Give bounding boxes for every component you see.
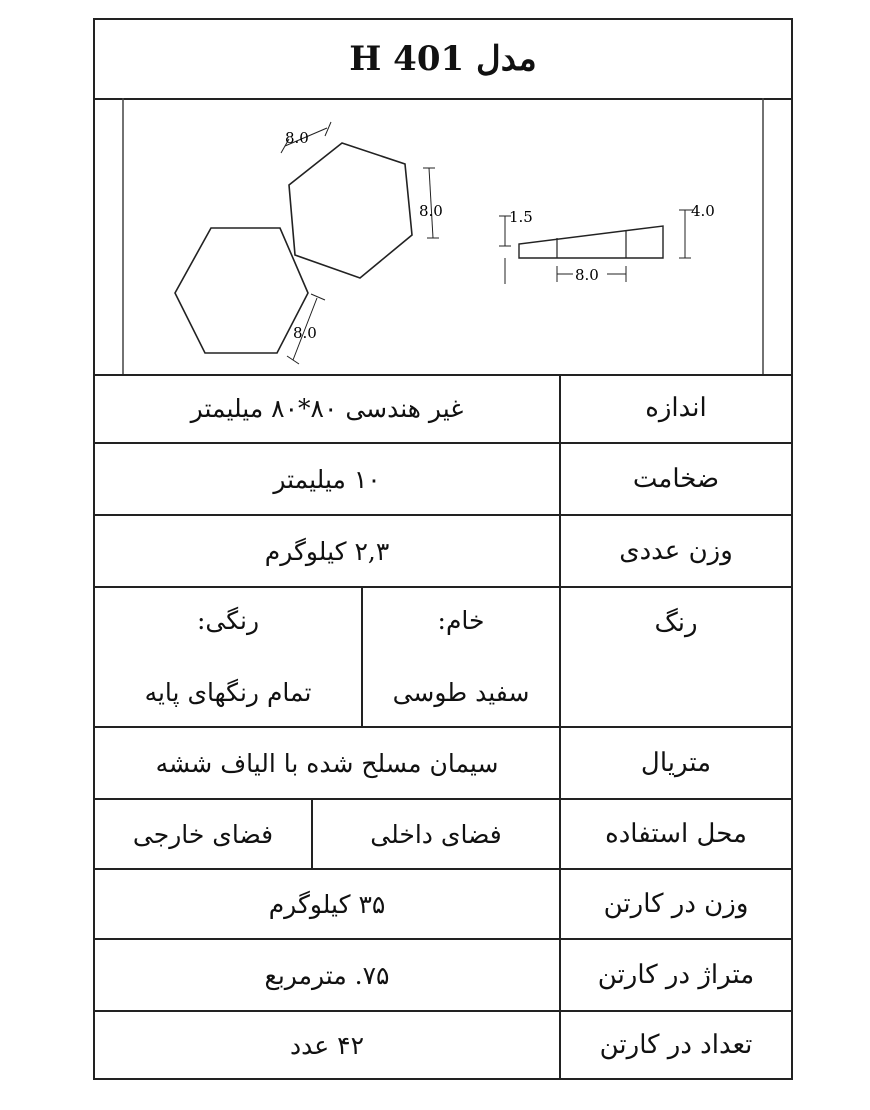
spec-sheet	[93, 18, 793, 1080]
model-title: مدل H 401	[349, 39, 537, 79]
label-color: رنگ	[559, 588, 791, 726]
row-usage	[95, 800, 791, 870]
value-carton-area: ۷۵. مترمربع	[264, 960, 390, 990]
row-thickness	[95, 444, 791, 516]
usage-indoor: فضای داخلی	[370, 819, 502, 849]
label-carton-area: متراژ در کارتن	[559, 940, 791, 1010]
dim-length-label: 8.0	[575, 266, 599, 284]
drawing-svg	[95, 98, 791, 374]
upper-hexagon	[289, 143, 412, 278]
color-raw-label: خام:	[437, 606, 485, 635]
title-row	[95, 20, 791, 100]
value-thickness: ۱۰ میلیمتر	[273, 464, 381, 494]
row-carton-count	[95, 1012, 791, 1078]
value-carton-weight: ۳۵ کیلوگرم	[268, 889, 386, 919]
color-colored-label: رنگی:	[196, 606, 260, 635]
label-unit-weight: وزن عددی	[559, 516, 791, 586]
label-size: اندازه	[559, 374, 791, 442]
lower-hexagon	[175, 228, 308, 353]
row-unit-weight	[95, 516, 791, 588]
label-carton-count: تعداد در کارتن	[559, 1012, 791, 1078]
dim-right-label: 8.0	[419, 202, 443, 220]
row-carton-weight	[95, 870, 791, 940]
row-size	[95, 374, 791, 444]
color-colored-cell	[95, 588, 363, 726]
technical-drawing	[95, 98, 791, 376]
dim-thin-label: 1.5	[509, 208, 533, 226]
row-color	[95, 588, 791, 728]
tile-profile	[519, 226, 663, 258]
row-material	[95, 728, 791, 800]
usage-outdoor: فضای خارجی	[95, 800, 313, 868]
label-material: متریال	[559, 728, 791, 798]
color-raw-value: سفید طوسی	[392, 678, 530, 707]
dim-top-label: 8.0	[285, 129, 309, 147]
row-carton-area	[95, 940, 791, 1012]
color-colored-value: تمام رنگهای پایه	[144, 678, 312, 707]
color-raw-cell	[363, 588, 559, 726]
dim-thick-label: 4.0	[691, 202, 715, 220]
label-usage: محل استفاده	[559, 800, 791, 868]
value-material: سیمان مسلح شده با الیاف ششه	[155, 748, 499, 778]
value-unit-weight: ۲,۳ کیلوگرم	[264, 536, 390, 566]
dim-lower-label: 8.0	[293, 324, 317, 342]
value-carton-count: ۴۲ عدد	[290, 1030, 364, 1060]
label-carton-weight: وزن در کارتن	[559, 870, 791, 938]
value-size: غیر هندسی ۸۰*۸۰ میلیمتر	[190, 393, 464, 423]
label-thickness: ضخامت	[559, 444, 791, 514]
